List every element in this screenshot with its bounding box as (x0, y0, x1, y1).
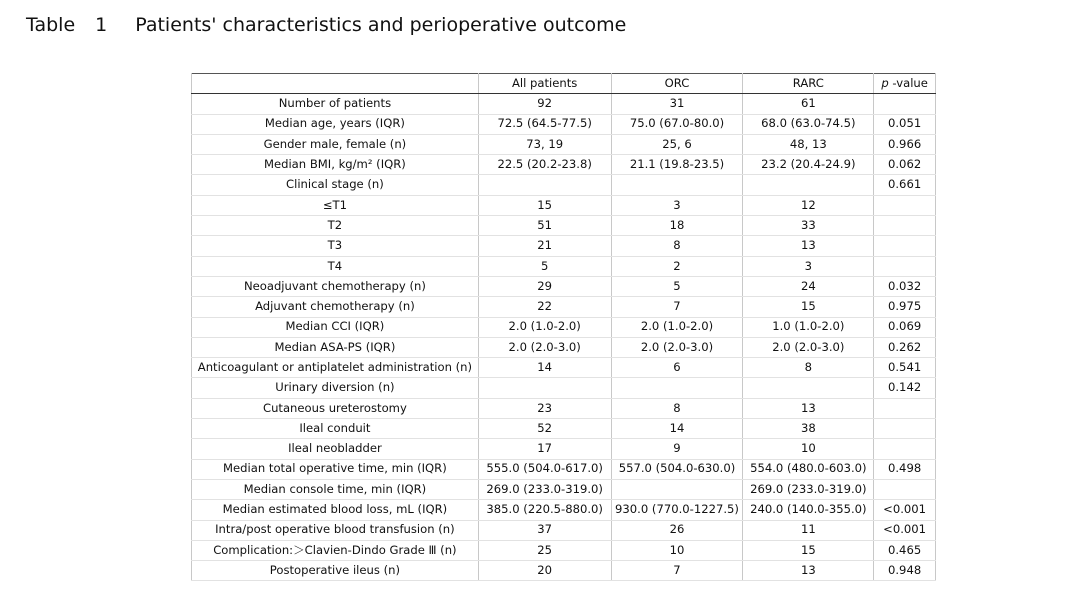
value-cell: 23 (478, 398, 611, 418)
table-row (192, 155, 936, 175)
value-cell: 930.0 (770.0-1227.5) (611, 500, 743, 520)
value-cell: 68.0 (63.0-74.5) (743, 114, 874, 134)
header-cell: RARC (743, 74, 874, 94)
value-cell: 26 (611, 520, 743, 540)
row-label: Ileal neobladder (192, 439, 479, 459)
pvalue-cell (874, 236, 936, 256)
table-row (192, 419, 936, 439)
value-cell: 7 (611, 297, 743, 317)
row-label: Median estimated blood loss, mL (IQR) (192, 500, 479, 520)
pvalue-cell: 0.051 (874, 114, 936, 134)
pvalue-cell (874, 216, 936, 236)
value-cell: 8 (743, 358, 874, 378)
header-cell: All patients (478, 74, 611, 94)
value-cell (478, 378, 611, 398)
value-cell: 8 (611, 398, 743, 418)
value-cell: 20 (478, 561, 611, 581)
table-row (192, 114, 936, 134)
value-cell: 13 (743, 398, 874, 418)
value-cell: 10 (611, 540, 743, 560)
row-label: Cutaneous ureterostomy (192, 398, 479, 418)
table-row (192, 500, 936, 520)
value-cell: 25 (478, 540, 611, 560)
value-cell: 555.0 (504.0-617.0) (478, 459, 611, 479)
table-row (192, 439, 936, 459)
pvalue-cell (874, 94, 936, 114)
pvalue-cell: 0.262 (874, 337, 936, 357)
value-cell: 37 (478, 520, 611, 540)
value-cell: 2.0 (2.0-3.0) (743, 337, 874, 357)
pvalue-cell: 0.032 (874, 276, 936, 296)
pvalue-cell: <0.001 (874, 520, 936, 540)
table-row (192, 256, 936, 276)
table-title (26, 14, 626, 36)
row-label: Postoperative ileus (n) (192, 561, 479, 581)
pvalue-cell (874, 439, 936, 459)
value-cell: 18 (611, 216, 743, 236)
value-cell: 2.0 (1.0-2.0) (478, 317, 611, 337)
value-cell: 7 (611, 561, 743, 581)
pvalue-header (874, 74, 936, 94)
value-cell (743, 175, 874, 195)
table-row (192, 540, 936, 560)
row-label: Median total operative time, min (IQR) (192, 459, 479, 479)
table-row (192, 398, 936, 418)
pvalue-cell: 0.948 (874, 561, 936, 581)
pvalue-cell: 0.069 (874, 317, 936, 337)
characteristics-table (191, 73, 936, 581)
value-cell: 14 (478, 358, 611, 378)
table-row (192, 358, 936, 378)
value-cell: 12 (743, 195, 874, 215)
value-cell: 9 (611, 439, 743, 459)
value-cell: 23.2 (20.4-24.9) (743, 155, 874, 175)
pvalue-cell: 0.465 (874, 540, 936, 560)
table-row (192, 236, 936, 256)
pvalue-cell: 0.062 (874, 155, 936, 175)
value-cell: 14 (611, 419, 743, 439)
value-cell: 22 (478, 297, 611, 317)
row-label: Gender male, female (n) (192, 134, 479, 154)
pvalue-header-rest: -value (888, 75, 928, 90)
value-cell: 269.0 (233.0-319.0) (478, 479, 611, 499)
row-label: Anticoagulant or antiplatelet administration (n) (192, 358, 479, 378)
table-row (192, 337, 936, 357)
value-cell: 2.0 (2.0-3.0) (611, 337, 743, 357)
value-cell: 52 (478, 419, 611, 439)
value-cell: 15 (478, 195, 611, 215)
header-cell: ORC (611, 74, 743, 94)
value-cell: 13 (743, 561, 874, 581)
row-label: ≤T1 (192, 195, 479, 215)
value-cell: 24 (743, 276, 874, 296)
value-cell: 22.5 (20.2-23.8) (478, 155, 611, 175)
value-cell: 5 (611, 276, 743, 296)
value-cell (611, 378, 743, 398)
value-cell: 8 (611, 236, 743, 256)
value-cell: 51 (478, 216, 611, 236)
value-cell: 3 (743, 256, 874, 276)
pvalue-cell: 0.498 (874, 459, 936, 479)
table-row (192, 378, 936, 398)
value-cell: 269.0 (233.0-319.0) (743, 479, 874, 499)
row-label: Complication:＞Clavien-Dindo Grade Ⅲ (n) (192, 540, 479, 560)
row-label: Clinical stage (n) (192, 175, 479, 195)
table-row (192, 479, 936, 499)
value-cell: 75.0 (67.0-80.0) (611, 114, 743, 134)
value-cell: 240.0 (140.0-355.0) (743, 500, 874, 520)
row-label: Median age, years (IQR) (192, 114, 479, 134)
value-cell: 31 (611, 94, 743, 114)
value-cell (743, 378, 874, 398)
table-caption: Patients' characteristics and perioperative outcome (135, 14, 627, 36)
value-cell: 73, 19 (478, 134, 611, 154)
value-cell: 92 (478, 94, 611, 114)
row-label: Median BMI, kg/m² (IQR) (192, 155, 479, 175)
row-label: Intra/post operative blood transfusion (n) (192, 520, 479, 540)
row-label: T4 (192, 256, 479, 276)
value-cell: 29 (478, 276, 611, 296)
table-row (192, 297, 936, 317)
value-cell: 38 (743, 419, 874, 439)
value-cell: 13 (743, 236, 874, 256)
pvalue-cell (874, 195, 936, 215)
value-cell (611, 479, 743, 499)
row-label: T2 (192, 216, 479, 236)
pvalue-cell (874, 398, 936, 418)
table-body (192, 94, 936, 581)
pvalue-cell (874, 479, 936, 499)
row-label: Ileal conduit (192, 419, 479, 439)
value-cell: 2.0 (1.0-2.0) (611, 317, 743, 337)
row-label: Neoadjuvant chemotherapy (n) (192, 276, 479, 296)
value-cell: 10 (743, 439, 874, 459)
table-row (192, 317, 936, 337)
value-cell: 3 (611, 195, 743, 215)
row-label: Urinary diversion (n) (192, 378, 479, 398)
row-label: Adjuvant chemotherapy (n) (192, 297, 479, 317)
value-cell: 557.0 (504.0-630.0) (611, 459, 743, 479)
pvalue-cell: <0.001 (874, 500, 936, 520)
table-number: 1 (95, 14, 108, 36)
value-cell: 15 (743, 540, 874, 560)
table-row (192, 459, 936, 479)
value-cell: 33 (743, 216, 874, 236)
header-cell (192, 74, 479, 94)
table-row (192, 94, 936, 114)
pvalue-cell: 0.661 (874, 175, 936, 195)
table-row (192, 216, 936, 236)
row-label: Median console time, min (IQR) (192, 479, 479, 499)
value-cell (478, 175, 611, 195)
value-cell: 72.5 (64.5-77.5) (478, 114, 611, 134)
value-cell: 17 (478, 439, 611, 459)
value-cell: 6 (611, 358, 743, 378)
value-cell: 2.0 (2.0-3.0) (478, 337, 611, 357)
table-row (192, 520, 936, 540)
value-cell: 1.0 (1.0-2.0) (743, 317, 874, 337)
pvalue-cell: 0.975 (874, 297, 936, 317)
row-label: Median ASA-PS (IQR) (192, 337, 479, 357)
value-cell: 15 (743, 297, 874, 317)
value-cell: 5 (478, 256, 611, 276)
value-cell: 2 (611, 256, 743, 276)
table-row (192, 134, 936, 154)
value-cell: 48, 13 (743, 134, 874, 154)
pvalue-cell: 0.541 (874, 358, 936, 378)
pvalue-header-p: p (881, 75, 889, 90)
value-cell: 21 (478, 236, 611, 256)
value-cell: 25, 6 (611, 134, 743, 154)
table-row (192, 276, 936, 296)
value-cell: 21.1 (19.8-23.5) (611, 155, 743, 175)
value-cell: 61 (743, 94, 874, 114)
header-row (192, 74, 936, 94)
pvalue-cell: 0.966 (874, 134, 936, 154)
table-row (192, 561, 936, 581)
value-cell: 385.0 (220.5-880.0) (478, 500, 611, 520)
row-label: T3 (192, 236, 479, 256)
table-label: Table (26, 14, 76, 36)
value-cell (611, 175, 743, 195)
row-label: Number of patients (192, 94, 479, 114)
pvalue-cell (874, 256, 936, 276)
table-row (192, 195, 936, 215)
value-cell: 11 (743, 520, 874, 540)
pvalue-cell (874, 419, 936, 439)
value-cell: 554.0 (480.0-603.0) (743, 459, 874, 479)
table-row (192, 175, 936, 195)
row-label: Median CCI (IQR) (192, 317, 479, 337)
pvalue-cell: 0.142 (874, 378, 936, 398)
